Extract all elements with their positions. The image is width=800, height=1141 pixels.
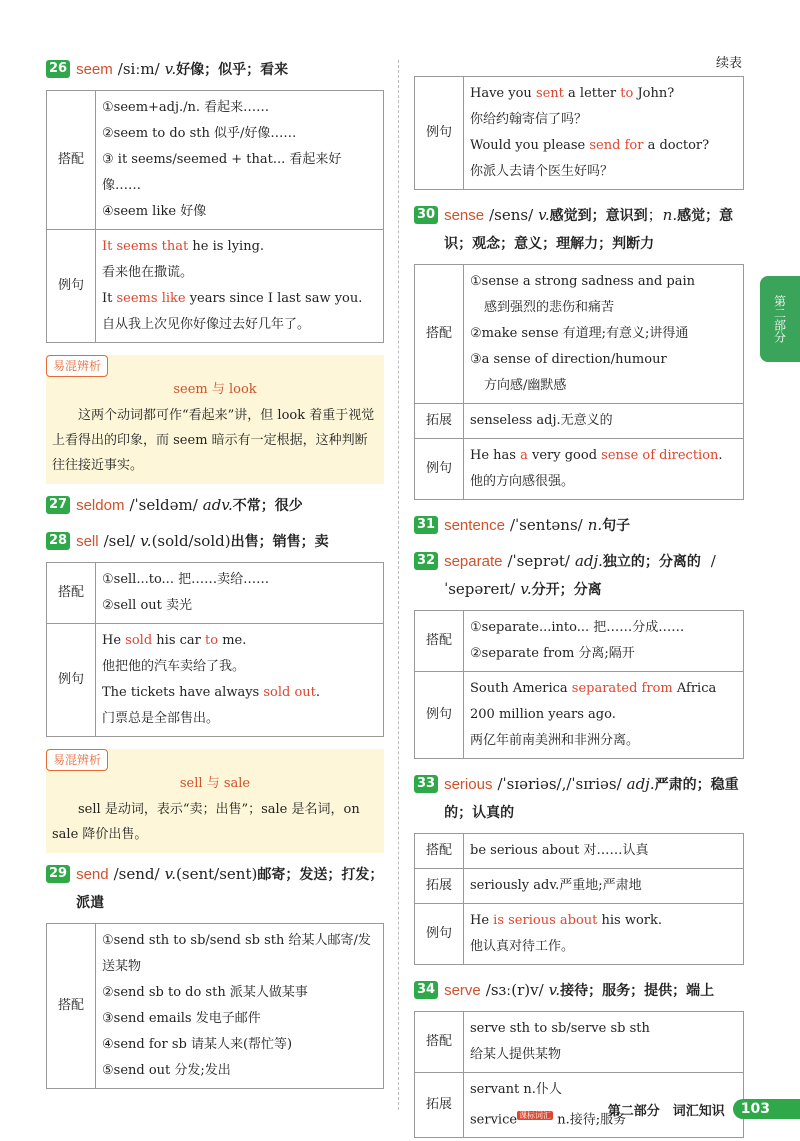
serve-table (414, 1011, 744, 1138)
meaning: 感觉到；意识到 (549, 208, 648, 224)
collocation-item: ②sell out 卖光 (102, 598, 193, 613)
separate-table (414, 610, 744, 759)
send-examples-table (414, 76, 744, 190)
extension-item: seriously adv.严重地;严肃地 (464, 869, 744, 904)
headword: seem (76, 61, 113, 78)
example-sentence: It seems like years since I last saw you. (102, 291, 363, 306)
pos: v. (548, 981, 561, 999)
serious-table (414, 833, 744, 965)
phonetic: /ˈseldəm/ (129, 496, 198, 514)
send-table (46, 923, 384, 1089)
pos: n. (587, 516, 603, 534)
entry-number: 26 (46, 60, 70, 78)
collocation-item: ①separate...into... 把……分成…… (470, 620, 685, 635)
phonetic: /siːm/ (117, 60, 160, 78)
headword: seldom (76, 497, 125, 514)
example-translation: 你给约翰寄信了吗？ (470, 112, 588, 127)
seem-table (46, 90, 384, 343)
entry-number: 28 (46, 532, 70, 550)
confusion-note-sell-sale (46, 749, 384, 853)
pos: v. (164, 865, 177, 883)
label-example: 例句 (415, 672, 464, 759)
pos: adj. (626, 775, 655, 793)
phonetic: /send/ (113, 865, 160, 883)
collocation-item: ②separate from 分离;隔开 (470, 646, 635, 661)
collocation-item: ①sell...to... 把……卖给…… (102, 572, 270, 587)
meaning: 好像；似乎；看来 (176, 62, 289, 78)
entry-number: 30 (414, 206, 438, 224)
label-collocation: 搭配 (415, 834, 464, 869)
headword: sell (76, 533, 99, 550)
headword: serious (444, 776, 493, 793)
meaning: 感觉；意识；观念；意义；理解力；判断力 (444, 208, 734, 252)
example-translation: 他把他的汽车卖给了我。 (102, 659, 246, 674)
sense-table (414, 264, 744, 500)
example-translation: 你派人去请个医生好吗？ (470, 164, 614, 179)
example-sentence: He has a very good sense of direction. (470, 448, 723, 463)
label-extension: 拓展 (415, 869, 464, 904)
headword: separate (444, 553, 503, 570)
example-translation: 自从我上次见你好像过去好几年了。 (102, 317, 311, 332)
collocation-item: ②seem to do sth 似乎/好像…… (102, 126, 297, 141)
phonetic: /ˈseprət/ (507, 552, 570, 570)
meaning: 分开；分离 (531, 582, 602, 598)
example-sentence: He is serious about his work. (470, 913, 663, 928)
collocation-item: be serious about 对……认真 (464, 834, 744, 869)
label-collocation: 搭配 (415, 1012, 464, 1073)
left-column (46, 48, 384, 1089)
entry-number: 27 (46, 496, 70, 514)
forms: (sold/sold) (151, 532, 231, 550)
confusion-body: 这两个动词都可作“看起来”讲，但 look 着重于视觉上看得出的印象，而 seem 暗示有一定根据，这种判断往往接近事实。 (52, 408, 375, 473)
right-column (414, 76, 744, 1138)
pos: v. (140, 532, 152, 550)
label-example: 例句 (415, 439, 464, 500)
example-sentence: Have you sent a letter to John? (470, 86, 675, 101)
phonetic: /ˈsentəns/ (509, 516, 583, 534)
entry-number: 31 (414, 516, 438, 534)
meaning: 句子 (602, 518, 631, 534)
meaning: 严肃的；稳重的；认真的 (444, 777, 739, 821)
entry-seem (46, 56, 384, 84)
entry-number: 29 (46, 865, 70, 883)
entry-serve (414, 977, 744, 1005)
pos: v. (164, 60, 177, 78)
headword: serve (444, 982, 481, 999)
confusion-body: sell 是动词，表示“卖；出售”；sale 是名词，on sale 降价出售。 (52, 802, 360, 842)
pos: n. (662, 206, 678, 224)
example-translation: 两亿年前南美洲和非洲分离。 (470, 733, 640, 748)
example-sentence: Would you please send for a doctor? (470, 138, 710, 153)
extension-item: servant n.仆人 (470, 1082, 562, 1097)
collocation-item: ①sense a strong sadness and pain (470, 274, 695, 289)
collocation-item: ③ it seems/seemed + that... 看起来好像…… (102, 152, 342, 193)
meaning: 邮寄；发送；打发；派遣 (76, 867, 384, 911)
example-translation: 他的方向感很强。 (470, 474, 575, 489)
extension-item: service $^{课标词汇}$ n.接待;服务 (470, 1111, 627, 1128)
page-number: 103 (733, 1099, 800, 1119)
label-example: 例句 (415, 77, 464, 190)
page-footer (608, 1099, 800, 1119)
entry-seldom (46, 492, 384, 520)
collocation-item: ①send sth to sb/send sb sth 给某人邮寄/发送某物 (102, 933, 371, 974)
confusion-tag: 易混辨析 (46, 749, 108, 771)
headword: send (76, 866, 109, 883)
label-collocation: 搭配 (47, 91, 96, 230)
collocation-item: ③a sense of direction/humour (470, 352, 667, 367)
label-collocation: 搭配 (415, 611, 464, 672)
entry-number: 33 (414, 775, 438, 793)
extension-item: senseless adj.无意义的 (464, 404, 744, 439)
label-extension: 拓展 (415, 1073, 464, 1138)
curriculum-badge: 课标词汇 (519, 1111, 552, 1120)
collocation-item: ②make sense 有道理;有意义;讲得通 (470, 326, 689, 341)
sell-table (46, 562, 384, 737)
footer-section: 第二部分 词汇知识 (607, 1103, 725, 1119)
label-example: 例句 (47, 624, 96, 737)
example-translation: 看来他在撒谎。 (102, 265, 194, 280)
example-sentence: South America separated from Africa 200 million years ago. (470, 681, 717, 722)
collocation-item: ④send for sb 请某人来(帮忙等) (102, 1037, 293, 1052)
collocation-item: serve sth to sb/serve sb sth (470, 1021, 650, 1036)
headword: sense (444, 207, 485, 224)
collocation-item: 感到强烈的悲伤和痛苦 (484, 300, 615, 315)
confusion-tag: 易混辨析 (46, 355, 108, 377)
meaning: 不常；很少 (232, 498, 303, 514)
headword: sentence (444, 517, 505, 534)
entry-number: 32 (414, 552, 438, 570)
entry-sense: 30 sense /sens/ v.感觉到；意识到；n.感觉；意识；观念；意义；理解力；判断力 (414, 202, 744, 258)
entry-sell (46, 528, 384, 556)
example-sentence: The tickets have always sold out. (102, 685, 321, 700)
phonetic: /sens/ (489, 206, 534, 224)
label-collocation: 搭配 (47, 563, 96, 624)
forms: (sent/sent) (176, 865, 258, 883)
meaning: 接待；服务；提供；端上 (560, 983, 715, 999)
collocation-item: 方向感/幽默感 (484, 378, 567, 393)
section-side-tab[interactable]: 第二部分 (760, 276, 800, 362)
pos: v. (538, 206, 550, 224)
label-example: 例句 (415, 904, 464, 965)
entry-send (46, 861, 384, 917)
phonetic: /ˈsepəreɪt/ (444, 552, 716, 598)
phonetic: /sel/ (103, 532, 136, 550)
meaning: 出售；销售；卖 (230, 534, 329, 550)
collocation-item: ④seem like 好像 (102, 204, 207, 219)
entry-sentence (414, 512, 744, 540)
example-translation: 他认真对待工作。 (470, 939, 575, 954)
example-sentence: He sold his car to me. (102, 633, 247, 648)
confusion-note-seem-look (46, 355, 384, 484)
phonetic: /ˈsɪəriəs/,/ˈsɪriəs/ (497, 775, 622, 793)
pos: adj. (574, 552, 603, 570)
entry-separate (414, 548, 744, 604)
label-collocation: 搭配 (47, 924, 96, 1089)
confusion-title: sell 与 sale (179, 776, 251, 791)
column-divider (398, 60, 399, 1110)
continued-label: 续表 (715, 56, 742, 71)
collocation-item: ①seem+adj./n. 看起来…… (102, 100, 270, 115)
entry-number: 34 (414, 981, 438, 999)
meaning: 独立的；分离的 (602, 554, 701, 570)
example-sentence: It seems that he is lying. (102, 239, 265, 254)
label-collocation: 搭配 (415, 265, 464, 404)
phonetic: /sɜː(r)v/ (485, 981, 544, 999)
confusion-title: seem 与 look (173, 382, 257, 397)
pos: v. (520, 580, 532, 598)
collocation-item: 给某人提供某物 (470, 1047, 562, 1062)
label-example: 例句 (47, 230, 96, 343)
collocation-item: ③send emails 发电子邮件 (102, 1011, 261, 1026)
label-extension: 拓展 (415, 404, 464, 439)
collocation-item: ②send sb to do sth 派某人做某事 (102, 985, 308, 1000)
pos: adv. (202, 496, 233, 514)
example-translation: 门票总是全部售出。 (102, 711, 220, 726)
entry-serious (414, 771, 744, 827)
collocation-item: ⑤send out 分发;发出 (102, 1063, 231, 1078)
